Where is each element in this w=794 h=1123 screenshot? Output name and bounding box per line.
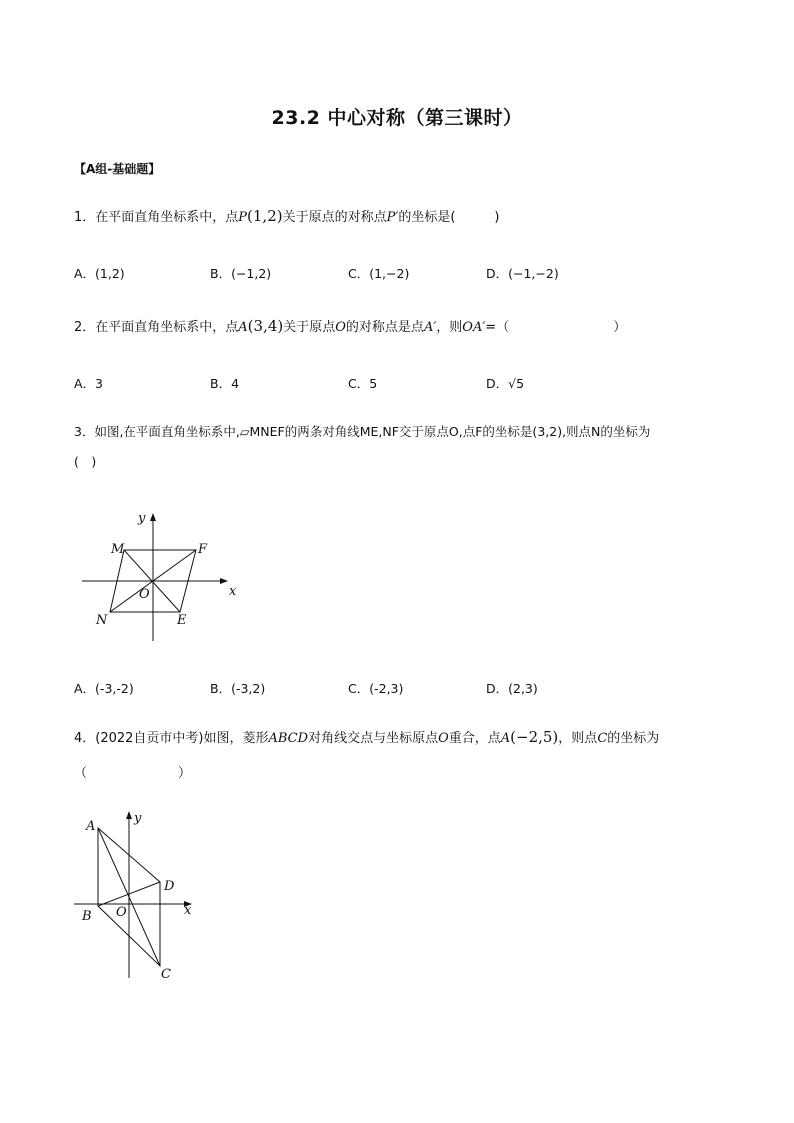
q4-middle2: 重合，点 bbox=[448, 731, 501, 746]
q4-suffix: 的坐标为 bbox=[607, 731, 660, 746]
q4-y-axis-arrow bbox=[126, 811, 132, 819]
q1-option-d[interactable]: D．(−1,−2) bbox=[486, 266, 559, 281]
q2-middle3: ，则 bbox=[436, 320, 463, 335]
q3-parallelogram-figure bbox=[74, 505, 244, 645]
q4-label-x: x bbox=[184, 903, 192, 918]
q1-option-a[interactable]: A．(1,2) bbox=[74, 266, 125, 281]
q3-label-y: y bbox=[138, 511, 146, 526]
q4-coord: (−2,5) bbox=[510, 728, 559, 746]
q2-middle2: 的对称点是点 bbox=[345, 320, 424, 335]
q4-label-b: B bbox=[82, 909, 92, 924]
q4-rhombus-figure bbox=[74, 806, 204, 986]
q4-point2: C bbox=[597, 731, 608, 746]
q2-option-d[interactable]: D．√5 bbox=[486, 376, 525, 391]
q3-option-a[interactable]: A．(-3,-2) bbox=[74, 681, 134, 696]
q3-label-m: M bbox=[111, 542, 125, 557]
question-4-line2: （ ） bbox=[74, 766, 192, 781]
q3-label-x: x bbox=[229, 584, 237, 599]
q2-option-c[interactable]: C．5 bbox=[348, 376, 378, 391]
q3-option-b[interactable]: B．(-3,2) bbox=[210, 681, 266, 696]
q3-y-axis-arrow bbox=[150, 513, 156, 521]
q2-point2: A′ bbox=[423, 320, 437, 335]
question-3-line2: ( ) bbox=[74, 454, 97, 469]
question-2 bbox=[74, 316, 626, 338]
q3-label-e: E bbox=[177, 613, 187, 628]
section-heading: 【A组-基础题】 bbox=[74, 162, 161, 176]
q2-segment: OA′ bbox=[462, 320, 486, 335]
q1-coord: (1,2) bbox=[247, 207, 283, 225]
q4-label-a: A bbox=[86, 819, 96, 834]
q1-prefix: 1．在平面直角坐标系中，点 bbox=[74, 210, 239, 225]
q2-point: A bbox=[238, 320, 248, 335]
q1-point: P bbox=[238, 210, 248, 225]
question-3-line1: 3．如图,在平面直角坐标系中,▱MNEF的两条对角线ME,NF交于原点O,点F的坐标是(3,2),则点N的坐标为 bbox=[74, 424, 651, 439]
page-title: 23.2 中心对称（第三课时） bbox=[271, 107, 523, 129]
q2-origin: O bbox=[335, 320, 346, 335]
q3-x-axis-arrow bbox=[220, 578, 228, 584]
q2-prefix: 2．在平面直角坐标系中，点 bbox=[74, 320, 239, 335]
q4-label-o: O bbox=[116, 905, 127, 920]
q2-suffix: =（ ） bbox=[485, 320, 627, 335]
q4-middle: 对角线交点与坐标原点 bbox=[308, 731, 439, 746]
q4-shape: ABCD bbox=[268, 731, 309, 746]
q4-point: A bbox=[500, 731, 511, 746]
q4-label-d: D bbox=[164, 879, 175, 894]
q1-suffix: 的坐标是( ) bbox=[398, 210, 500, 225]
q1-option-c[interactable]: C．(1,−2) bbox=[348, 266, 410, 281]
q3-label-n: N bbox=[96, 613, 108, 628]
q2-coord: (3,4) bbox=[247, 317, 284, 335]
q4-origin: O bbox=[438, 731, 449, 746]
q4-prefix: 4．(2022自贡市中考)如图，菱形 bbox=[74, 731, 269, 746]
q2-option-b[interactable]: B．4 bbox=[210, 376, 240, 391]
q3-label-o: O bbox=[139, 587, 150, 602]
q1-point2: P′ bbox=[386, 210, 399, 225]
question-1 bbox=[74, 206, 499, 228]
q3-label-f: F bbox=[198, 542, 208, 557]
q3-option-d[interactable]: D．(2,3) bbox=[486, 681, 538, 696]
q1-middle: 关于原点的对称点 bbox=[282, 210, 387, 225]
q4-label-y: y bbox=[134, 811, 142, 826]
q2-middle: 关于原点 bbox=[283, 320, 336, 335]
q2-option-a[interactable]: A．3 bbox=[74, 376, 104, 391]
question-4 bbox=[74, 727, 659, 749]
q4-label-c: C bbox=[161, 967, 171, 982]
q3-option-c[interactable]: C．(-2,3) bbox=[348, 681, 404, 696]
q1-option-b[interactable]: B．(−1,2) bbox=[210, 266, 272, 281]
q4-middle3: ，则点 bbox=[558, 731, 598, 746]
